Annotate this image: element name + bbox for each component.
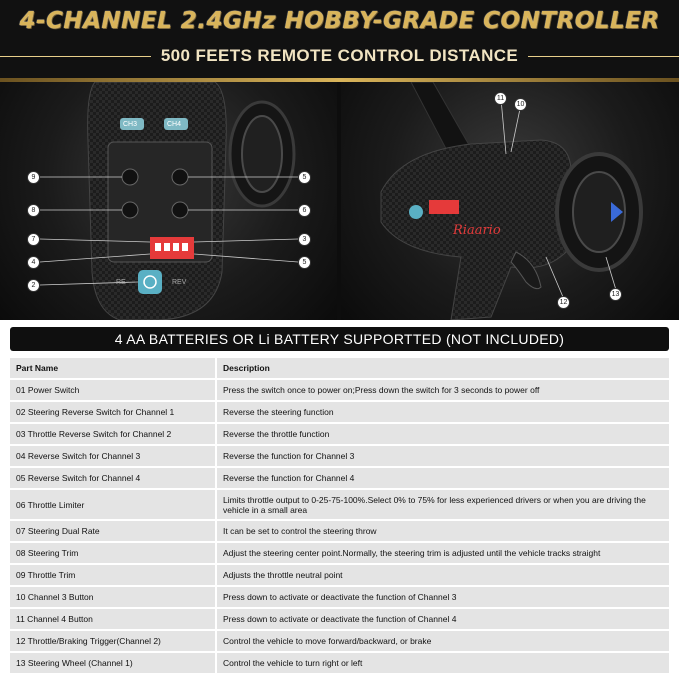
controller-back-photo <box>0 82 337 320</box>
callout-2: 2 <box>27 279 40 292</box>
part-name: 03 Throttle Reverse Switch for Channel 2 <box>10 424 217 444</box>
brand-logo: Riaario <box>453 223 501 238</box>
part-description: Reverse the function for Channel 3 <box>217 446 669 466</box>
table-row <box>10 565 669 585</box>
part-description: Limits throttle output to 0-25-75-100%.Select 0% to 75% for less experienced drivers or when you are driving the vehicle in a small area <box>217 490 669 519</box>
controller-side-photo <box>341 82 679 320</box>
part-description: Adjust the steering center point.Normally, the steering trim is adjusted until the vehicle tracks straight <box>217 543 669 563</box>
table-row <box>10 380 669 400</box>
part-name: 06 Throttle Limiter <box>10 490 217 519</box>
table-row <box>10 468 669 488</box>
battery-heading: 4 AA BATTERIES OR Li BATTERY SUPPORTTED (NOT INCLUDED) <box>10 327 669 351</box>
callout-13: 13 <box>609 288 622 301</box>
part-name: 02 Steering Reverse Switch for Channel 1 <box>10 402 217 422</box>
part-name: 11 Channel 4 Button <box>10 609 217 629</box>
table-row <box>10 402 669 422</box>
part-description: Control the vehicle to turn right or left <box>217 653 669 673</box>
table-row <box>10 543 669 563</box>
product-photos <box>0 82 679 320</box>
table-row <box>10 653 669 673</box>
header-banner <box>0 0 679 78</box>
part-description: Adjusts the throttle neutral point <box>217 565 669 585</box>
table-header-row <box>10 358 669 378</box>
part-name: 05 Reverse Switch for Channel 4 <box>10 468 217 488</box>
column-header-part: Part Name <box>10 358 217 378</box>
table-row <box>10 424 669 444</box>
part-name: 01 Power Switch <box>10 380 217 400</box>
part-description: Reverse the steering function <box>217 402 669 422</box>
table-row <box>10 490 669 519</box>
table-row <box>10 587 669 607</box>
part-name: 07 Steering Dual Rate <box>10 521 217 541</box>
part-description: It can be set to control the steering throw <box>217 521 669 541</box>
callout-9: 9 <box>27 171 40 184</box>
part-description: Reverse the function for Channel 4 <box>217 468 669 488</box>
part-name: 12 Throttle/Braking Trigger(Channel 2) <box>10 631 217 651</box>
parts-table <box>10 356 669 675</box>
controller-side-illustration <box>341 82 679 320</box>
callout-5b: 5 <box>298 256 311 269</box>
table-row <box>10 609 669 629</box>
part-name: 10 Channel 3 Button <box>10 587 217 607</box>
part-name: 09 Throttle Trim <box>10 565 217 585</box>
divider-left <box>0 56 151 57</box>
rev-label: REV <box>172 279 187 286</box>
callout-6: 6 <box>298 204 311 217</box>
subtitle-row <box>0 42 679 70</box>
part-name: 04 Reverse Switch for Channel 3 <box>10 446 217 466</box>
callout-5: 5 <box>298 171 311 184</box>
part-name: 08 Steering Trim <box>10 543 217 563</box>
ch3-label: CH3 <box>123 121 138 128</box>
page-title: 4-CHANNEL 2.4GHz HOBBY-GRADE CONTROLLER <box>19 8 660 34</box>
table-row <box>10 446 669 466</box>
part-description: Press down to activate or deactivate the function of Channel 4 <box>217 609 669 629</box>
page-subtitle: 500 FEETS REMOTE CONTROL DISTANCE <box>160 46 519 65</box>
part-description: Reverse the throttle function <box>217 424 669 444</box>
ch4-label: CH4 <box>167 121 182 128</box>
callout-8: 8 <box>27 204 40 217</box>
table-row <box>10 631 669 651</box>
divider-right <box>528 56 679 57</box>
re-label: RE <box>116 279 126 286</box>
part-description: Press down to activate or deactivate the function of Channel 3 <box>217 587 669 607</box>
part-description: Control the vehicle to move forward/backward, or brake <box>217 631 669 651</box>
callout-11: 11 <box>494 92 507 105</box>
part-name: 13 Steering Wheel (Channel 1) <box>10 653 217 673</box>
part-description: Press the switch once to power on;Press down the switch for 3 seconds to power off <box>217 380 669 400</box>
callout-7: 7 <box>27 233 40 246</box>
callout-3: 3 <box>298 233 311 246</box>
controller-back-illustration <box>0 82 337 320</box>
callout-4: 4 <box>27 256 40 269</box>
column-header-description: Description <box>217 358 669 378</box>
table-row <box>10 521 669 541</box>
callout-10: 10 <box>514 98 527 111</box>
callout-12: 12 <box>557 296 570 309</box>
